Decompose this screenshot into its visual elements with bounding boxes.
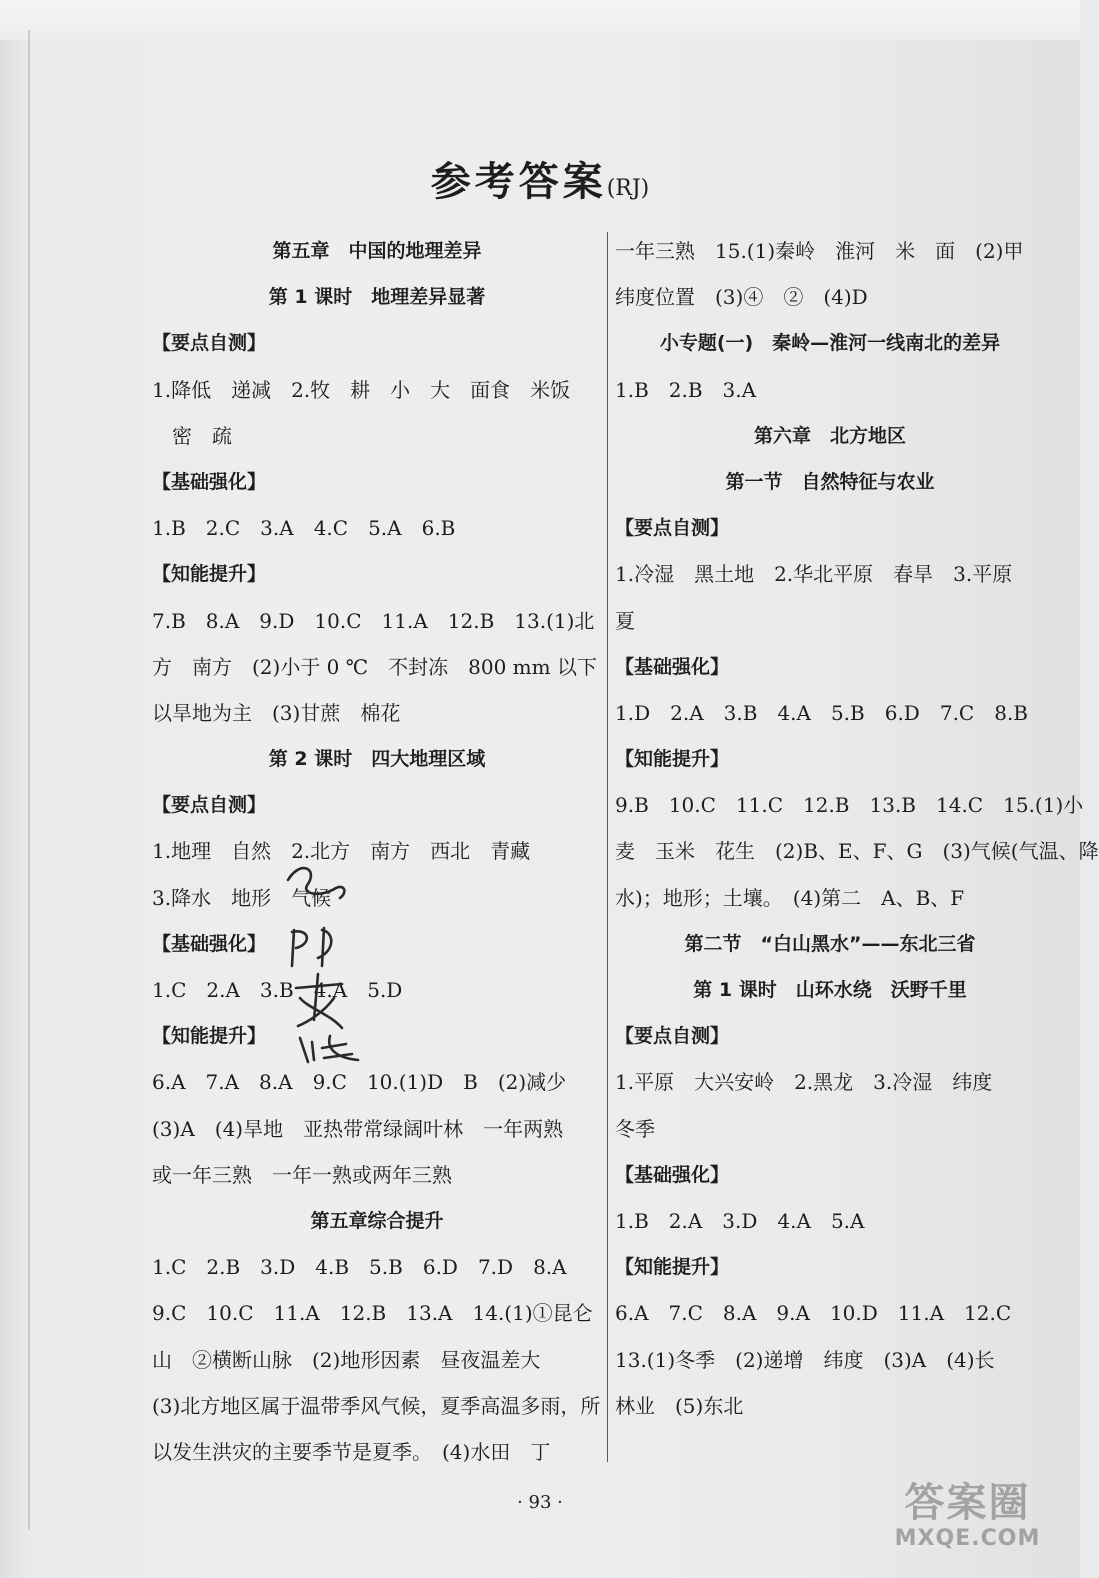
section-label: 【知能提升】 — [152, 1025, 267, 1048]
title-suffix: (RJ) — [606, 176, 650, 201]
section-label: 【基础强化】 — [615, 655, 730, 678]
watermark-logo-text: 答案圈 — [904, 1480, 1031, 1526]
answer-line: 山 ②横断山脉 (2)地形因素 昼夜温差大 — [152, 1347, 541, 1372]
page-number: · 93 · — [517, 1492, 563, 1513]
section-label: 【知能提升】 — [152, 563, 267, 586]
answer-line: 1.地理 自然 2.北方 南方 西北 青藏 — [152, 839, 531, 864]
chapter-heading: 第二节 “白山黑水”——东北三省 — [684, 932, 976, 955]
chapter-heading: 第五章综合提升 — [310, 1209, 444, 1232]
section-label: 【要点自测】 — [615, 1025, 730, 1048]
answer-line: 1.降低 递减 2.牧 耕 小 大 面食 米饭 — [152, 377, 571, 402]
answer-line: 以旱地为主 (3)甘蔗 棉花 — [152, 700, 401, 725]
section-label: 【要点自测】 — [152, 332, 267, 355]
answer-line: 林业 (5)东北 — [615, 1393, 744, 1418]
title-main: 参考答案 — [430, 159, 607, 205]
chapter-heading: 第六章 北方地区 — [753, 424, 906, 447]
left-column — [152, 228, 602, 1475]
section-label: 【要点自测】 — [152, 794, 267, 817]
answer-line: 1.B 2.C 3.A 4.C 5.A 6.B — [152, 516, 456, 541]
answer-line: 麦 玉米 花生 (2)B、E、F、G (3)气候(气温、降 — [615, 839, 1099, 864]
answer-line: 1.C 2.B 3.D 4.B 5.B 6.D 7.D 8.A — [152, 1255, 567, 1280]
answer-line: 9.C 10.C 11.A 12.B 13.A 14.(1)①昆仑 — [152, 1301, 593, 1326]
answer-line: 3.降水 地形 气候 — [152, 885, 332, 910]
chapter-heading: 第 1 课时 地理差异显著 — [268, 286, 486, 309]
chapter-heading: 第 1 课时 山环水绕 沃野千里 — [693, 979, 967, 1001]
page-title — [0, 150, 1080, 207]
page-binding-edge — [28, 30, 30, 1530]
answer-line: 水)；地形；土壤。 (4)第二 A、B、F — [615, 885, 965, 910]
chapter-heading: 第五章 中国的地理差异 — [272, 240, 482, 262]
answer-line: 1.D 2.A 3.B 4.A 5.B 6.D 7.C 8.B — [615, 700, 1029, 725]
chapter-heading: 小专题(一) 秦岭—淮河一线南北的差异 — [659, 332, 1001, 355]
answer-line: 7.B 8.A 9.D 10.C 11.A 12.B 13.(1)北 — [152, 608, 595, 633]
answer-line: 密 疏 — [152, 423, 232, 448]
answer-line: 1.C 2.A 3.B 4.A 5.D — [152, 978, 403, 1002]
site-watermark — [875, 1480, 1060, 1560]
chapter-heading: 第 2 课时 四大地理区域 — [268, 748, 486, 771]
answer-line: 以发生洪灾的主要季节是夏季。 (4)水田 丁 — [152, 1439, 551, 1464]
column-divider — [607, 232, 608, 1462]
answer-line: 1.B 2.A 3.D 4.A 5.A — [615, 1208, 865, 1233]
answer-line: 一年三熟 15.(1)秦岭 淮河 米 面 (2)甲 — [615, 239, 1024, 263]
answer-line: (3)A (4)旱地 亚热带常绿阔叶林 一年两熟 — [152, 1116, 564, 1141]
section-label: 【基础强化】 — [152, 932, 267, 955]
page-top-edge — [0, 0, 1080, 40]
watermark-url: MXQE.COM — [894, 1526, 1041, 1551]
answer-line: 冬季 — [615, 1116, 655, 1141]
section-label: 【基础强化】 — [152, 470, 267, 493]
handwritten-scribble — [278, 858, 373, 1068]
section-label: 【要点自测】 — [615, 517, 730, 540]
answer-line: 1.B 2.B 3.A — [615, 377, 757, 402]
answer-line: 1.平原 大兴安岭 2.黑龙 3.冷湿 纬度 — [615, 1070, 993, 1095]
section-label: 【基础强化】 — [615, 1163, 730, 1186]
section-label: 【知能提升】 — [615, 1256, 730, 1279]
answer-line: 6.A 7.A 8.A 9.C 10.(1)D B (2)减少 — [152, 1070, 567, 1095]
answer-line: 13.(1)冬季 (2)递增 纬度 (3)A (4)长 — [615, 1347, 995, 1372]
answer-line: 或一年三熟 一年一熟或两年三熟 — [152, 1162, 452, 1187]
answer-line: 方 南方 (2)小于 0 ℃ 不封冻 800 mm 以下 — [152, 654, 597, 679]
answer-line: 夏 — [615, 608, 635, 633]
right-column — [615, 228, 1099, 1429]
answer-line: 1.冷湿 黑土地 2.华北平原 春旱 3.平原 — [615, 562, 1013, 587]
answer-line: 9.B 10.C 11.C 12.B 13.B 14.C 15.(1)小 — [615, 793, 1084, 818]
answer-line: 6.A 7.C 8.A 9.A 10.D 11.A 12.C — [615, 1301, 1012, 1326]
chapter-heading: 第一节 自然特征与农业 — [725, 470, 935, 493]
answer-line: 纬度位置 (3)④ ② (4)D — [615, 285, 868, 310]
section-label: 【知能提升】 — [615, 748, 730, 771]
answer-line: (3)北方地区属于温带季风气候，夏季高温多雨，所 — [152, 1393, 601, 1418]
